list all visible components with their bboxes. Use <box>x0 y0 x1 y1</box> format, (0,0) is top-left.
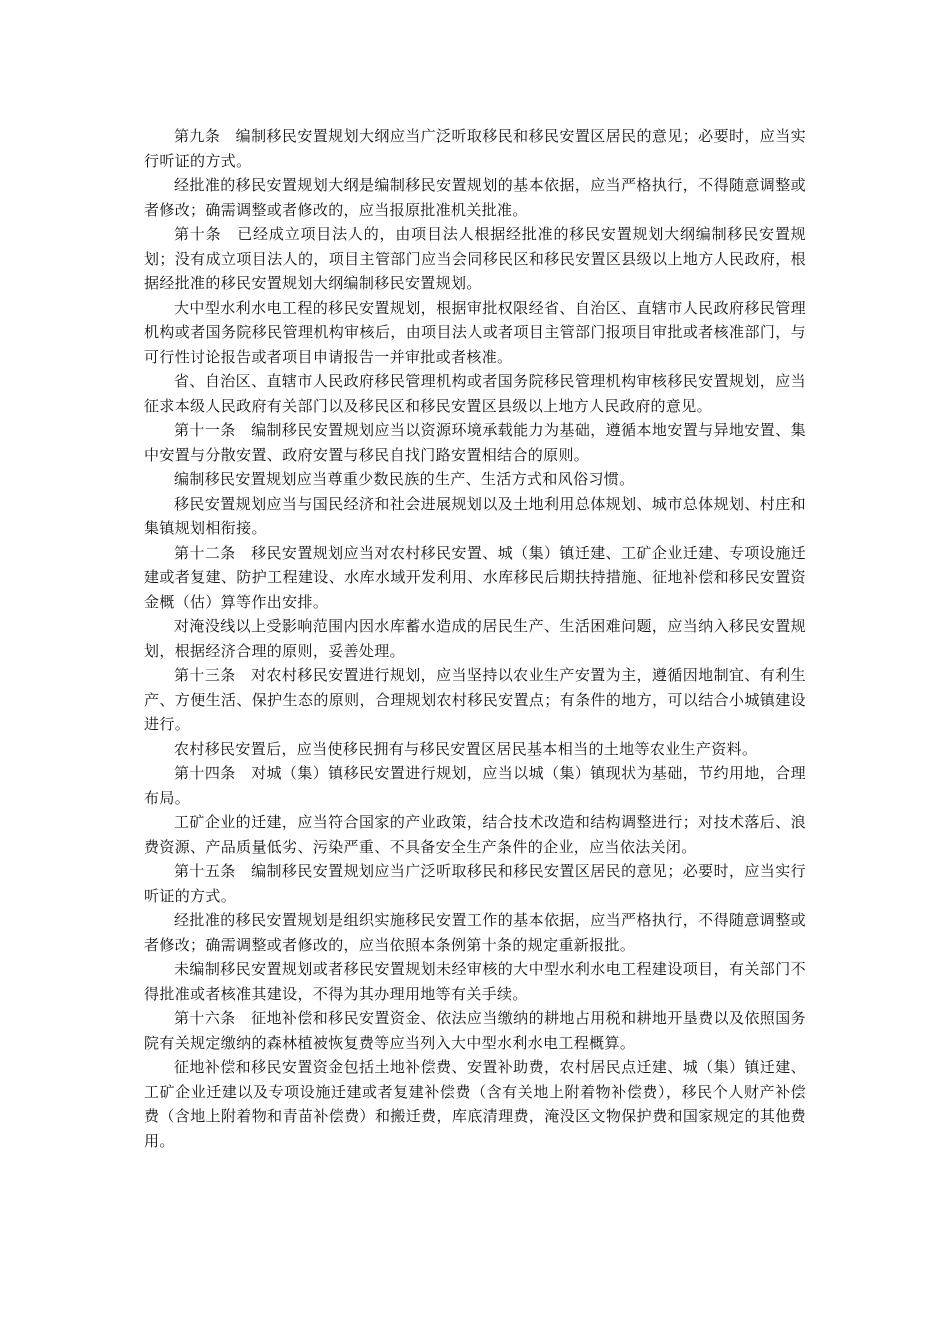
paragraph-article-15-3: 未编制移民安置规划或者移民安置规划未经审核的大中型水利水电工程建设项目，有关部门不得批准或者核准其建设，不得为其办理用地等有关手续。 <box>144 960 806 1003</box>
paragraph-article-11-3: 移民安置规划应当与国民经济和社会进展规划以及土地利用总体规划、城市总体规划、村庄和集镇规划相衔接。 <box>144 494 806 537</box>
paragraph-article-10-3: 省、自治区、直辖市人民政府移民管理机构或者国务院移民管理机构审核移民安置规划，应当征求本级人民政府有关部门以及移民区和移民安置区县级以上地方人民政府的意见。 <box>144 372 806 415</box>
paragraph-article-10: 第十条 已经成立项目法人的，由项目法人根据经批准的移民安置规划大纲编制移民安置规划；没有成立项目法人的，项目主管部门应当会同移民区和移民安置区县级以上地方人民政府，根据经批准的移民安置规划大纲编制移民安置规划。 <box>144 225 806 292</box>
paragraph-article-16: 第十六条 征地补偿和移民安置资金、依法应当缴纳的耕地占用税和耕地开垦费以及依照国务院有关规定缴纳的森林植被恢复费等应当列入大中型水利水电工程概算。 <box>144 1009 806 1052</box>
paragraph-article-11-2: 编制移民安置规划应当尊重少数民族的生产、生活方式和风俗习惯。 <box>174 470 635 488</box>
document-page <box>144 124 806 1153</box>
paragraph-article-12: 第十二条 移民安置规划应当对农村移民安置、城（集）镇迁建、工矿企业迁建、专项设施迁建或者复建、防护工程建设、水库水域开发利用、水库移民后期扶持措施、征地补偿和移民安置资金概（估）算等作出安排。 <box>144 543 806 611</box>
paragraph-article-9: 第九条 编制移民安置规划大纲应当广泛听取移民和移民安置区居民的意见；必要时，应当实行听证的方式。 <box>144 127 806 170</box>
paragraph-article-12-2: 对淹没线以上受影响范围内因水库蓄水造成的居民生产、生活困难问题，应当纳入移民安置规划，根据经济合理的原则，妥善处理。 <box>144 617 806 660</box>
paragraph-article-16-2: 征地补偿和移民安置资金包括土地补偿费、安置补助费，农村居民点迁建、城（集）镇迁建、工矿企业迁建以及专项设施迁建或者复建补偿费（含有关地上附着物补偿费），移民个人财产补偿费（含地上附着物和青苗补偿费）和搬迁费，库底清理费，淹没区文物保护费和国家规定的其他费用。 <box>144 1058 806 1150</box>
paragraph-article-15-2: 经批准的移民安置规划是组织实施移民安置工作的基本依据，应当严格执行，不得随意调整或者修改；确需调整或者修改的，应当依照本条例第十条的规定重新报批。 <box>144 911 806 954</box>
paragraph-article-13: 第十三条 对农村移民安置进行规划，应当坚持以农业生产安置为主，遵循因地制宜、有利生产、方便生活、保护生态的原则，合理规划农村移民安置点；有条件的地方，可以结合小城镇建设进行。 <box>144 666 806 733</box>
paragraph-article-11: 第十一条 编制移民安置规划应当以资源环境承载能力为基础，遵循本地安置与异地安置、集中安置与分散安置、政府安置与移民自找门路安置相结合的原则。 <box>144 421 806 464</box>
paragraph-article-10-2: 大中型水利水电工程的移民安置规划，根据审批权限经省、自治区、直辖市人民政府移民管理机构或者国务院移民管理机构审核后，由项目法人或者项目主管部门报项目审批或者核准部门，与可行性讨论报告或者项目申请报告一并审批或者核准。 <box>144 298 806 366</box>
paragraph-article-14: 第十四条 对城（集）镇移民安置进行规划，应当以城（集）镇现状为基础，节约用地，合理布局。 <box>144 764 806 807</box>
paragraph-article-15: 第十五条 编制移民安置规划应当广泛听取移民和移民安置区居民的意见；必要时，应当实行听证的方式。 <box>144 862 806 905</box>
paragraph-article-9-2: 经批准的移民安置规划大纲是编制移民安置规划的基本依据，应当严格执行，不得随意调整或者修改；确需调整或者修改的，应当报原批准机关批准。 <box>144 176 806 219</box>
paragraph-article-14-2: 工矿企业的迁建，应当符合国家的产业政策，结合技术改造和结构调整进行；对技术落后、浪费资源、产品质量低劣、污染严重、不具备安全生产条件的企业，应当依法关闭。 <box>144 813 806 856</box>
paragraph-article-13-2: 农村移民安置后，应当使移民拥有与移民安置区居民基本相当的土地等农业生产资料。 <box>174 739 758 758</box>
